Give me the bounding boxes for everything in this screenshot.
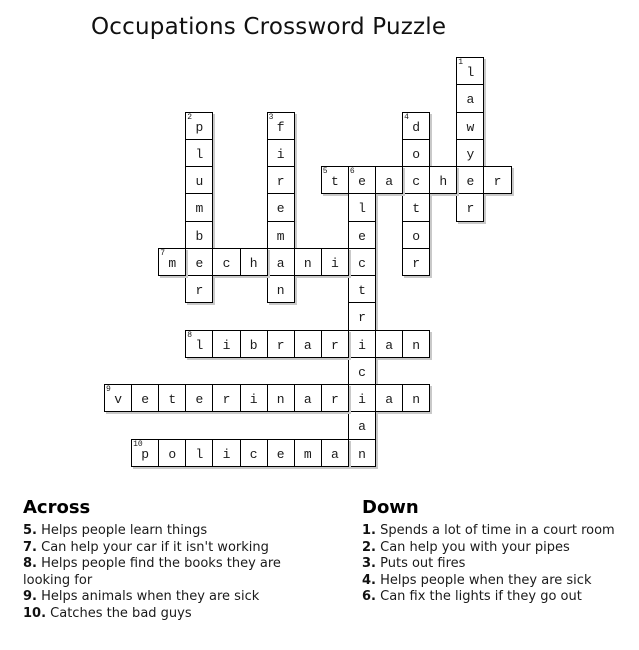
- cell-letter: m: [276, 228, 285, 244]
- cell-letter: n: [412, 392, 421, 407]
- cell-letter: o: [412, 146, 421, 162]
- clue-item: [362, 540, 639, 557]
- clue-number: 1.: [362, 523, 376, 538]
- cell-letter: r: [195, 283, 204, 298]
- grid-cell[interactable]: [402, 112, 430, 140]
- cell-number: 6: [349, 167, 355, 176]
- cell-letter: t: [168, 392, 177, 407]
- grid-cell[interactable]: [294, 330, 322, 358]
- grid-cell[interactable]: [185, 193, 213, 221]
- clue-number: 6.: [362, 589, 376, 604]
- cell-letter: a: [385, 174, 393, 189]
- grid-cell[interactable]: [212, 330, 240, 358]
- grid-cell[interactable]: [240, 248, 268, 276]
- cell-letter: l: [195, 446, 204, 462]
- grid-cell[interactable]: [185, 439, 213, 467]
- cell-letter: r: [493, 174, 502, 189]
- cell-letter: l: [358, 201, 366, 217]
- cell-letter: e: [358, 228, 366, 244]
- cell-letter: u: [195, 174, 204, 189]
- cell-number: 1: [458, 58, 464, 67]
- cell-letter: a: [303, 337, 312, 353]
- grid-cell[interactable]: [158, 439, 186, 467]
- clues-across-section: [23, 497, 323, 622]
- cell-letter: p: [195, 119, 204, 135]
- clue-item: [23, 606, 323, 623]
- clues-across-heading: Across: [23, 497, 91, 518]
- cell-letter: c: [358, 364, 366, 380]
- grid-cell[interactable]: [212, 439, 240, 467]
- cell-letter: r: [330, 337, 339, 353]
- cell-letter: r: [276, 337, 285, 353]
- cell-letter: l: [195, 337, 204, 353]
- grid-cell[interactable]: [267, 439, 295, 467]
- grid-cell[interactable]: [348, 439, 376, 467]
- cell-letter: b: [249, 337, 258, 353]
- grid-cell[interactable]: [131, 439, 159, 467]
- cell-number: 4: [404, 112, 409, 122]
- grid-cell[interactable]: [294, 439, 322, 467]
- grid-cell[interactable]: [294, 248, 322, 276]
- grid-cell[interactable]: [131, 384, 159, 412]
- cell-letter: n: [276, 392, 285, 407]
- cell-letter: e: [358, 174, 366, 189]
- clue-number: 7.: [23, 539, 37, 555]
- cell-letter: a: [358, 419, 366, 435]
- cell-letter: e: [276, 446, 285, 462]
- grid-cell[interactable]: [348, 302, 376, 330]
- grid-cell[interactable]: [267, 221, 295, 249]
- grid-cell[interactable]: [402, 193, 430, 221]
- grid-cell[interactable]: [483, 166, 511, 194]
- clues-down-section: [362, 497, 639, 606]
- grid-cell[interactable]: [321, 439, 349, 467]
- cell-letter: n: [303, 255, 312, 271]
- clue-item: [362, 573, 639, 590]
- cell-letter: p: [141, 446, 150, 462]
- cell-letter: a: [466, 92, 475, 108]
- grid-cell[interactable]: [104, 384, 132, 412]
- clue-item: [23, 523, 323, 540]
- puzzle-title: Occupations Crossword Puzzle: [91, 14, 447, 40]
- cell-letter: n: [358, 446, 366, 462]
- cell-letter: l: [466, 65, 475, 80]
- grid-cell[interactable]: [402, 139, 430, 167]
- cell-letter: r: [466, 201, 475, 217]
- clue-number: 9.: [23, 589, 37, 604]
- cell-number: 2: [187, 112, 193, 122]
- clue-text: Puts out fires: [375, 556, 466, 571]
- cell-letter: e: [141, 392, 150, 407]
- cell-letter: r: [276, 174, 285, 189]
- cell-letter: m: [168, 255, 177, 271]
- grid-cell[interactable]: [267, 248, 295, 276]
- grid-cell[interactable]: [348, 384, 376, 412]
- clue-text: Helps people learn things: [36, 523, 208, 538]
- cell-letter: i: [222, 446, 231, 462]
- cell-letter: t: [358, 283, 366, 298]
- grid-cell[interactable]: [429, 166, 457, 194]
- cell-letter: n: [276, 283, 285, 298]
- grid-cell[interactable]: [185, 139, 213, 167]
- cell-letter: n: [412, 337, 421, 353]
- cell-letter: c: [222, 255, 231, 271]
- grid-cell[interactable]: [267, 275, 295, 303]
- grid-cell[interactable]: [348, 357, 376, 385]
- cell-letter: m: [195, 201, 204, 217]
- clues-across-list: [23, 523, 323, 622]
- grid-cell[interactable]: [348, 221, 376, 249]
- clues-down-heading: Down: [362, 497, 419, 518]
- cell-letter: v: [114, 392, 122, 407]
- grid-cell[interactable]: [321, 384, 349, 412]
- grid-cell[interactable]: [456, 166, 484, 194]
- clue-number: 8.: [23, 556, 37, 571]
- cell-letter: i: [358, 392, 366, 407]
- grid-cell[interactable]: [456, 112, 484, 140]
- grid-cell[interactable]: [158, 248, 186, 276]
- cell-number: 5: [322, 167, 328, 176]
- cell-letter: h: [439, 174, 448, 189]
- grid-cell[interactable]: [321, 166, 349, 194]
- grid-cell[interactable]: [456, 139, 484, 167]
- cell-letter: l: [195, 146, 204, 162]
- grid-cell[interactable]: [375, 330, 403, 358]
- cell-letter: i: [358, 337, 366, 353]
- grid-cell[interactable]: [348, 248, 376, 276]
- cell-number: 9: [106, 385, 111, 394]
- clue-text: Can help you with your pipes: [375, 539, 570, 555]
- cell-letter: e: [195, 392, 204, 407]
- clue-text: Catches the bad guys: [46, 605, 192, 621]
- grid-cell[interactable]: [267, 166, 295, 194]
- cell-letter: f: [276, 119, 285, 135]
- grid-cell[interactable]: [185, 112, 213, 140]
- grid-cell[interactable]: [348, 166, 376, 194]
- cell-letter: d: [412, 119, 421, 135]
- cell-letter: a: [330, 446, 339, 462]
- clues-down-list: [362, 523, 639, 606]
- clue-number: 10.: [23, 605, 47, 621]
- clue-text: Can help your car if it isn't working: [36, 539, 269, 555]
- grid-cell[interactable]: [402, 221, 430, 249]
- grid-cell[interactable]: [185, 248, 213, 276]
- cell-letter: o: [168, 446, 177, 462]
- cell-letter: c: [249, 446, 258, 462]
- grid-cell[interactable]: [456, 193, 484, 221]
- clue-item: [23, 556, 323, 589]
- clue-text: Spends a lot of time in a court room: [375, 523, 615, 538]
- cell-letter: h: [249, 255, 258, 271]
- cell-letter: w: [466, 119, 475, 135]
- cell-number: 7: [160, 248, 165, 258]
- clue-item: [23, 540, 323, 557]
- grid-cell[interactable]: [240, 330, 268, 358]
- cell-letter: i: [222, 337, 231, 353]
- clue-item: [362, 589, 639, 606]
- cell-letter: a: [385, 337, 393, 353]
- grid-cell[interactable]: [456, 57, 484, 85]
- clue-text: Helps people find the books they are looking for: [23, 556, 281, 588]
- cell-number: 3: [268, 112, 274, 122]
- grid-cell[interactable]: [158, 384, 186, 412]
- cell-letter: a: [385, 392, 393, 407]
- cell-letter: r: [412, 255, 421, 271]
- grid-cell[interactable]: [402, 384, 430, 412]
- grid-cell[interactable]: [212, 248, 240, 276]
- grid-cell[interactable]: [321, 330, 349, 358]
- grid-cell[interactable]: [185, 275, 213, 303]
- cell-letter: e: [195, 255, 204, 271]
- grid-cell[interactable]: [267, 330, 295, 358]
- grid-cell[interactable]: [212, 384, 240, 412]
- cell-letter: a: [303, 392, 312, 407]
- clue-number: 2.: [362, 539, 376, 555]
- cell-letter: y: [466, 146, 475, 162]
- cell-letter: b: [195, 228, 204, 244]
- clue-text: Can fix the lights if they go out: [375, 589, 582, 604]
- cell-letter: r: [222, 392, 231, 407]
- grid-cell[interactable]: [240, 439, 268, 467]
- clue-number: 5.: [23, 523, 37, 538]
- grid-cell[interactable]: [185, 166, 213, 194]
- cell-letter: r: [358, 310, 366, 326]
- grid-cell[interactable]: [294, 384, 322, 412]
- grid-cell[interactable]: [375, 384, 403, 412]
- grid-cell[interactable]: [348, 330, 376, 358]
- cell-letter: r: [330, 392, 339, 407]
- grid-cell[interactable]: [267, 193, 295, 221]
- clue-item: [23, 589, 323, 606]
- cell-letter: a: [276, 255, 285, 271]
- grid-cell[interactable]: [348, 275, 376, 303]
- grid-cell[interactable]: [402, 166, 430, 194]
- cell-letter: i: [276, 146, 285, 162]
- grid-cell[interactable]: [402, 248, 430, 276]
- clue-number: 4.: [362, 572, 376, 588]
- cell-number: 8: [187, 330, 193, 340]
- cell-number: 10: [133, 439, 143, 449]
- grid-cell[interactable]: [267, 384, 295, 412]
- grid-cell[interactable]: [185, 330, 213, 358]
- cell-letter: t: [330, 174, 339, 189]
- cell-letter: o: [412, 228, 421, 244]
- grid-cell[interactable]: [375, 166, 403, 194]
- grid-cell[interactable]: [185, 384, 213, 412]
- cell-letter: c: [358, 255, 366, 271]
- grid-cell[interactable]: [321, 248, 349, 276]
- cell-letter: i: [330, 255, 339, 271]
- grid-cell[interactable]: [456, 84, 484, 112]
- cell-letter: e: [466, 174, 475, 189]
- clue-item: [362, 556, 639, 573]
- grid-cell[interactable]: [185, 221, 213, 249]
- grid-cell[interactable]: [348, 411, 376, 439]
- grid-cell[interactable]: [240, 384, 268, 412]
- grid-cell[interactable]: [348, 193, 376, 221]
- grid-cell[interactable]: [402, 330, 430, 358]
- cell-letter: t: [412, 201, 421, 217]
- clue-number: 3.: [362, 556, 376, 571]
- clue-text: Helps animals when they are sick: [36, 589, 260, 604]
- cell-letter: m: [303, 446, 312, 462]
- grid-cell[interactable]: [267, 139, 295, 167]
- cell-letter: c: [412, 174, 421, 189]
- cell-letter: i: [249, 392, 258, 407]
- clue-item: [362, 523, 639, 540]
- grid-cell[interactable]: [267, 112, 295, 140]
- cell-letter: e: [276, 201, 285, 217]
- clue-text: Helps people when they are sick: [375, 572, 592, 588]
